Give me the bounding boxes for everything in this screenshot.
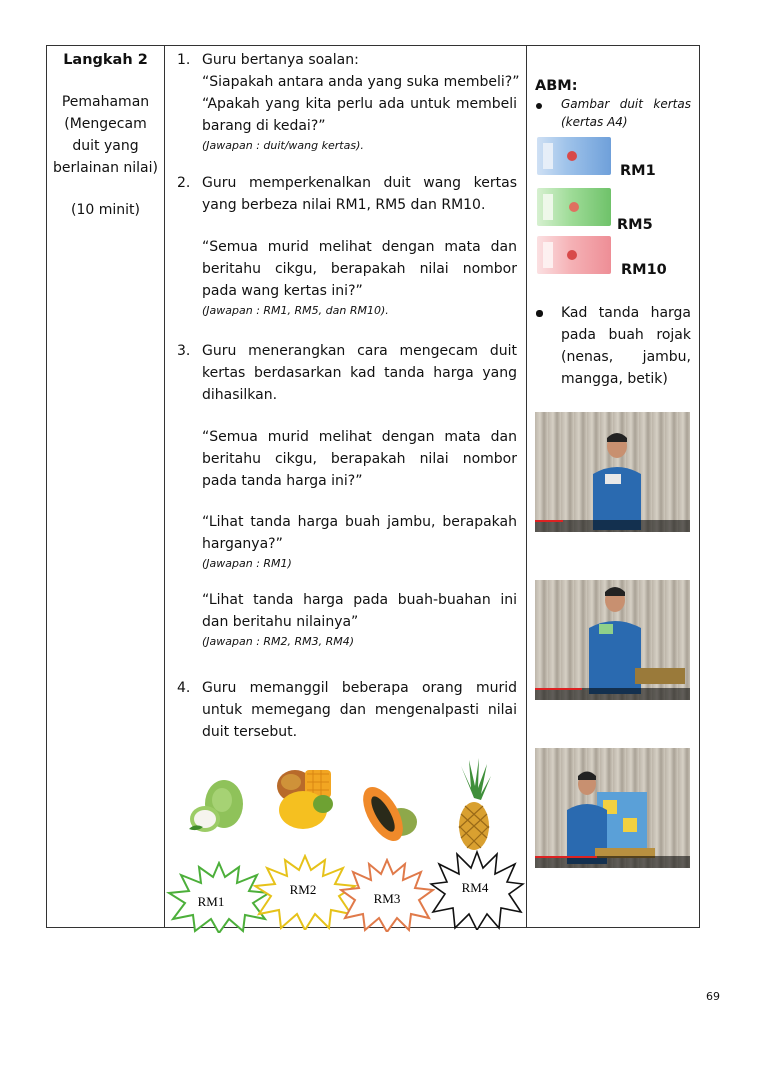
activity-step-4: 4. Guru memanggil beberapa orang murid untuk memegang dan mengenalpasti nilai duit tersebut. (177, 677, 517, 743)
svg-text:RM1: RM1 (197, 894, 225, 909)
abm-item2: Kad tanda harga pada buah rojak (nenas, jambu, mangga, betik) (561, 305, 691, 387)
teacher-figure (587, 430, 647, 530)
step3-answer2: (Jawapan : RM1) (202, 557, 292, 570)
step-desc-line1: Pemahaman (61, 94, 150, 110)
step2-answer: (Jawapan : RM1, RM5, dan RM10). (202, 304, 389, 317)
abm-title: ABM: (535, 78, 578, 94)
rm5-banknote-image (537, 188, 611, 226)
svg-text:RM4: RM4 (461, 880, 489, 895)
step-desc-line4: berlainan nilai) (53, 160, 158, 176)
step3-text: Guru menerangkan cara mengecam duit kertas berdasarkan kad tanda harga yang dihasilkan. (202, 343, 517, 403)
step1-question1: “Siapakah antara anda yang suka membeli?” (202, 74, 520, 90)
lesson-table (46, 45, 700, 928)
abm-column (527, 46, 700, 928)
step4-text: Guru memanggil beberapa orang murid untuk memegang dan mengenalpasti nilai duit tersebut. (202, 680, 517, 740)
step3-answer3: (Jawapan : RM2, RM3, RM4) (202, 635, 355, 648)
step-desc-line2: (Mengecam (64, 116, 147, 132)
pineapple-image (451, 758, 497, 854)
abm-item1-line2: (kertas A4) (561, 115, 628, 129)
price-tag-rm3 (339, 858, 435, 932)
step1-question2: “Apakah yang kita perlu ada untuk membeli barang di kedai?” (202, 96, 517, 134)
step1-text: Guru bertanya soalan: (202, 52, 359, 68)
bullet (536, 103, 542, 109)
page-number: 69 (706, 990, 720, 1003)
video-thumbnail-2[interactable] (535, 580, 690, 700)
papaya-image (351, 774, 423, 846)
rm10-label: RM10 (621, 262, 667, 278)
step-duration: (10 minit) (71, 202, 140, 218)
guava-image (179, 774, 249, 839)
video-thumbnail-1[interactable] (535, 412, 690, 532)
abm-item1-line1: Gambar duit kertas (561, 97, 691, 111)
bullet (536, 310, 543, 317)
activity-step-1: 1. Guru bertanya soalan: “Siapakah antara anda yang suka membeli?” “Apakah yang kita perlu ada untuk membeli barang di kedai?” (Jawapan : duit/wang kertas). (177, 49, 517, 153)
video-thumbnail-3[interactable] (535, 748, 690, 868)
rm5-label: RM5 (617, 217, 653, 233)
svg-text:RM3: RM3 (373, 891, 401, 906)
step1-answer: (Jawapan : duit/wang kertas). (202, 139, 364, 152)
activity-step-3: 3. Guru menerangkan cara mengecam duit kertas berdasarkan kad tanda harga yang dihasilkan. “Semua murid melihat dengan mata dan beritahu cikgu, berapakah nilai nombor pada tanda harga ini?” “Lihat tanda harga buah jambu, berapakah harganya?” (Jawapan : RM1) “Lihat tanda harga pada buah-buahan ini dan beritahu nilainya” (Jawapan : RM2, RM3, RM4) (177, 340, 517, 649)
activity-column (165, 46, 527, 928)
activity-step-2: 2. Guru memperkenalkan duit wang kertas yang berbeza nilai RM1, RM5 dan RM10. “Semua murid melihat dengan mata dan beritahu cikgu, berapakah nilai nombor pada wang kertas ini?” (Jawapan : RM1, RM5, dan RM10). (177, 172, 517, 318)
step3-question3: “Lihat tanda harga pada buah-buahan ini dan beritahu nilainya” (202, 592, 517, 630)
step2-question: “Semua murid melihat dengan mata dan beritahu cikgu, berapakah nilai nombor pada wang kertas ini?” (202, 239, 517, 299)
step-desc-line3: duit yang (72, 138, 139, 154)
rm1-banknote-image (537, 137, 611, 175)
step-column (47, 46, 165, 928)
rm10-banknote-image (537, 236, 611, 274)
step2-text: Guru memperkenalkan duit wang kertas yang berbeza nilai RM1, RM5 dan RM10. (202, 175, 517, 213)
step3-question2: “Lihat tanda harga buah jambu, berapakah harganya?” (202, 514, 517, 552)
mango-image (269, 764, 339, 832)
rm1-label: RM1 (620, 163, 656, 179)
step-title: Langkah 2 (63, 52, 148, 68)
svg-text:RM2: RM2 (289, 882, 317, 897)
price-tag-rm4 (429, 850, 525, 930)
step3-question1: “Semua murid melihat dengan mata dan beritahu cikgu, berapakah nilai nombor pada tanda harga ini?” (202, 429, 517, 489)
